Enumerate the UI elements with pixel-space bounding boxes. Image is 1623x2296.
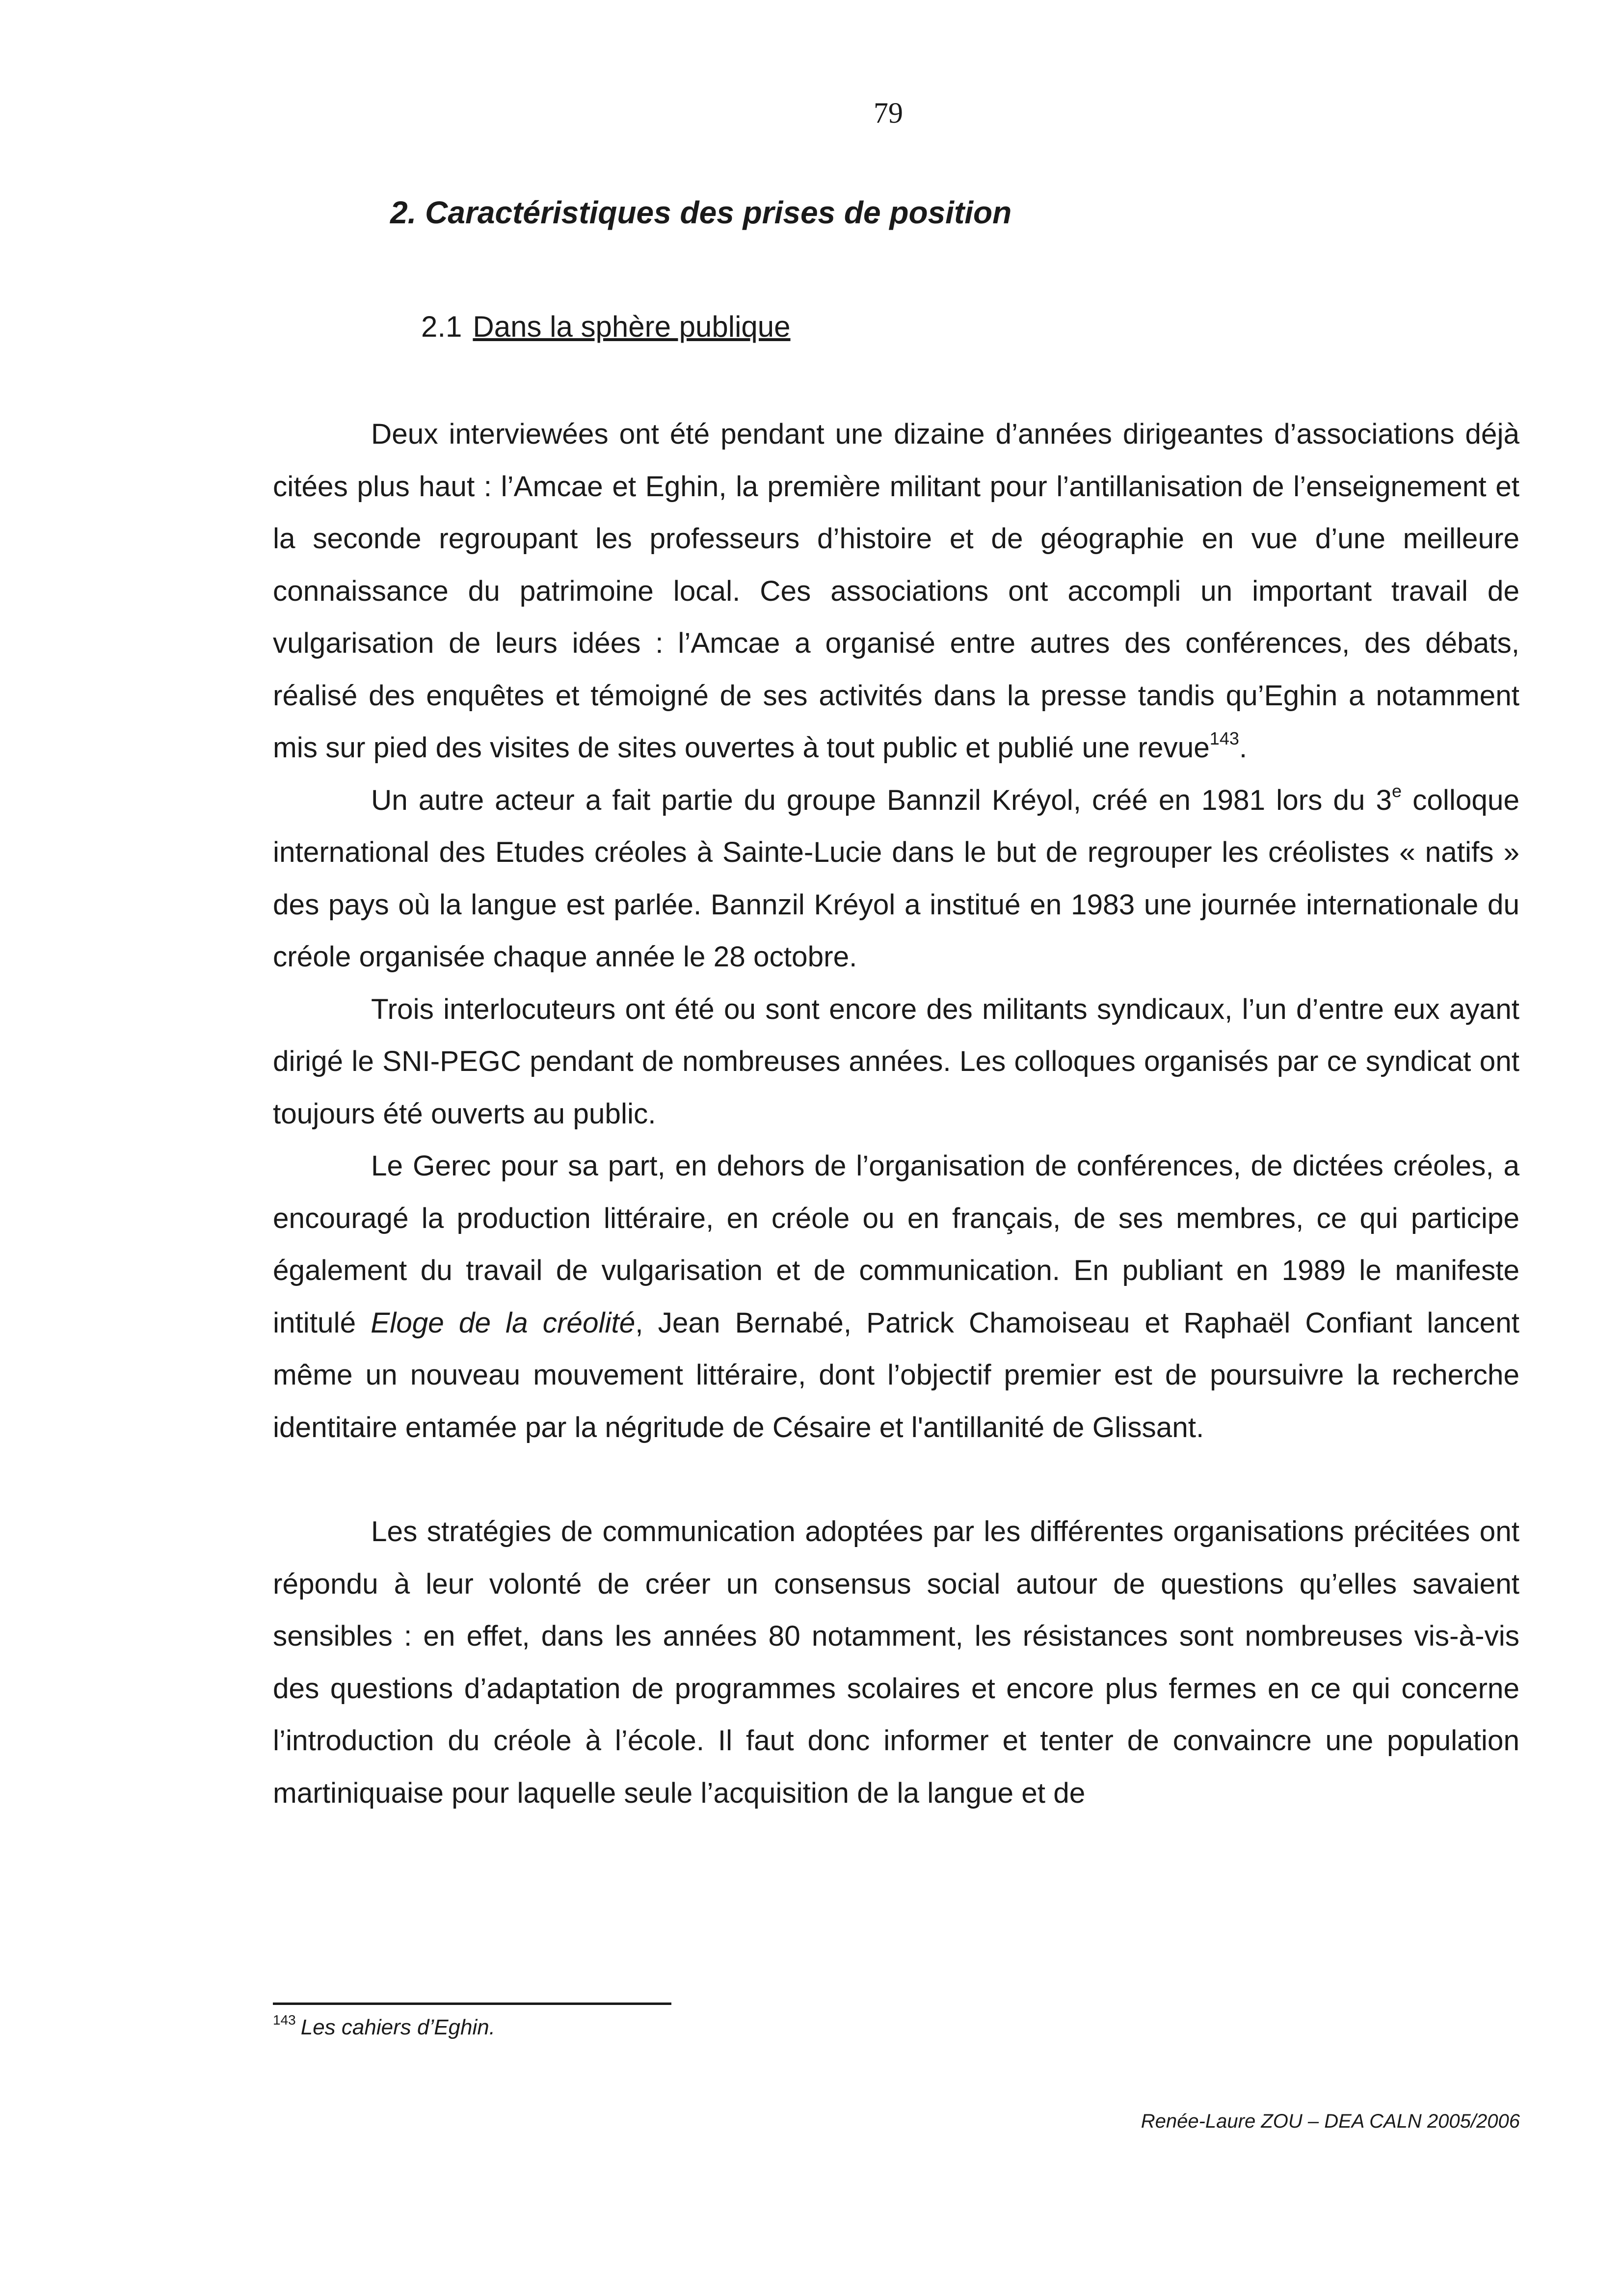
paragraph-4-start: Le Gerec pour sa part, en dehors de l’organisation de conférences, de dictées créoles, a encouragé la production littéraire, en créole ou en français, de ses membres, ce qui participe également du travail de vulgarisation et de communication. En publiant en 1989 le manifeste intitulé: [273, 1150, 1519, 1339]
paragraph-2-end: colloque international des Etudes créoles à Sainte-Lucie dans le but de regrouper les créolistes « natifs » des pays où la langue est parlée. Bannzil Kréyol a institué en 1983 une journée internationale du créole organisée chaque année le 28 octobre.: [273, 784, 1519, 973]
ordinal-superscript: e: [1392, 780, 1402, 801]
paragraph-2-start: Un autre acteur a fait partie du groupe Bannzil Kréyol, créé en 1981 lors du 3: [371, 784, 1392, 816]
footnote-number: 143: [273, 2012, 296, 2028]
paragraph-1-text: Deux interviewées ont été pendant une dizaine d’années dirigeantes d’associations déjà citées plus haut : l’Amcae et Eghin, la première militant pour l’antillanisation de l’enseignement et la seconde regroupant les professeurs d’histoire et de géographie en vue d’une meilleure connaissance du patrimoine local. Ces associations ont accompli un important travail de vulgarisation de leurs idées : l’Amcae a organisé entre autres des conférences, des débats, réalisé des enquêtes et témoigné de ses activités dans la presse tandis qu’Eghin a notamment mis sur pied des visites de sites ouvertes à tout public et publié une revue: [273, 418, 1519, 764]
paragraph-2: [273, 774, 1519, 984]
body-text: [273, 408, 1519, 1819]
footnote: [273, 2012, 495, 2041]
page-footer: Renée-Laure ZOU – DEA CALN 2005/2006: [1141, 2110, 1520, 2132]
subsection-number: 2.1: [421, 310, 462, 343]
paragraph-4: [273, 1140, 1519, 1454]
footnote-separator: [273, 2002, 671, 2005]
subsection-heading: [421, 309, 791, 345]
paragraph-1: [273, 408, 1519, 774]
footnote-reference[interactable]: 143: [1209, 728, 1239, 748]
paragraph-3: Trois interlocuteurs ont été ou sont encore des militants syndicaux, l’un d’entre eux ayant dirigé le SNI-PEGC pendant de nombreuses années. Les colloques organisés par ce syndicat ont toujours été ouverts au public.: [273, 993, 1519, 1130]
paragraph-4-end: , Jean Bernabé, Patrick Chamoiseau et Raphaël Confiant lancent même un nouveau mouvement littéraire, dont l’objectif premier est de poursuivre la recherche identitaire entamée par la négritude de Césaire et l'antillanité de Glissant.: [273, 1307, 1519, 1443]
paragraph-1-end: .: [1239, 732, 1248, 764]
book-title: Eloge de la créolité: [371, 1307, 636, 1339]
page-number: 79: [874, 97, 903, 129]
paragraph-5: Les stratégies de communication adoptées par les différentes organisations précitées ont répondu à leur volonté de créer un consensus social autour de questions qu’elles savaient sensibles : en effet, dans les années 80 notamment, les résistances sont nombreuses vis-à-vis des questions d’adaptation de programmes scolaires et encore plus fermes en ce qui concerne l’introduction du créole à l’école. Il faut donc informer et tenter de convaincre une population martiniquaise pour laquelle seule l’acquisition de la langue et de: [273, 1516, 1519, 1809]
footnote-text: Les cahiers d’Eghin.: [300, 2015, 495, 2039]
subsection-title: Dans la sphère publique: [473, 310, 791, 343]
section-heading: 2. Caractéristiques des prises de position: [390, 195, 1012, 230]
